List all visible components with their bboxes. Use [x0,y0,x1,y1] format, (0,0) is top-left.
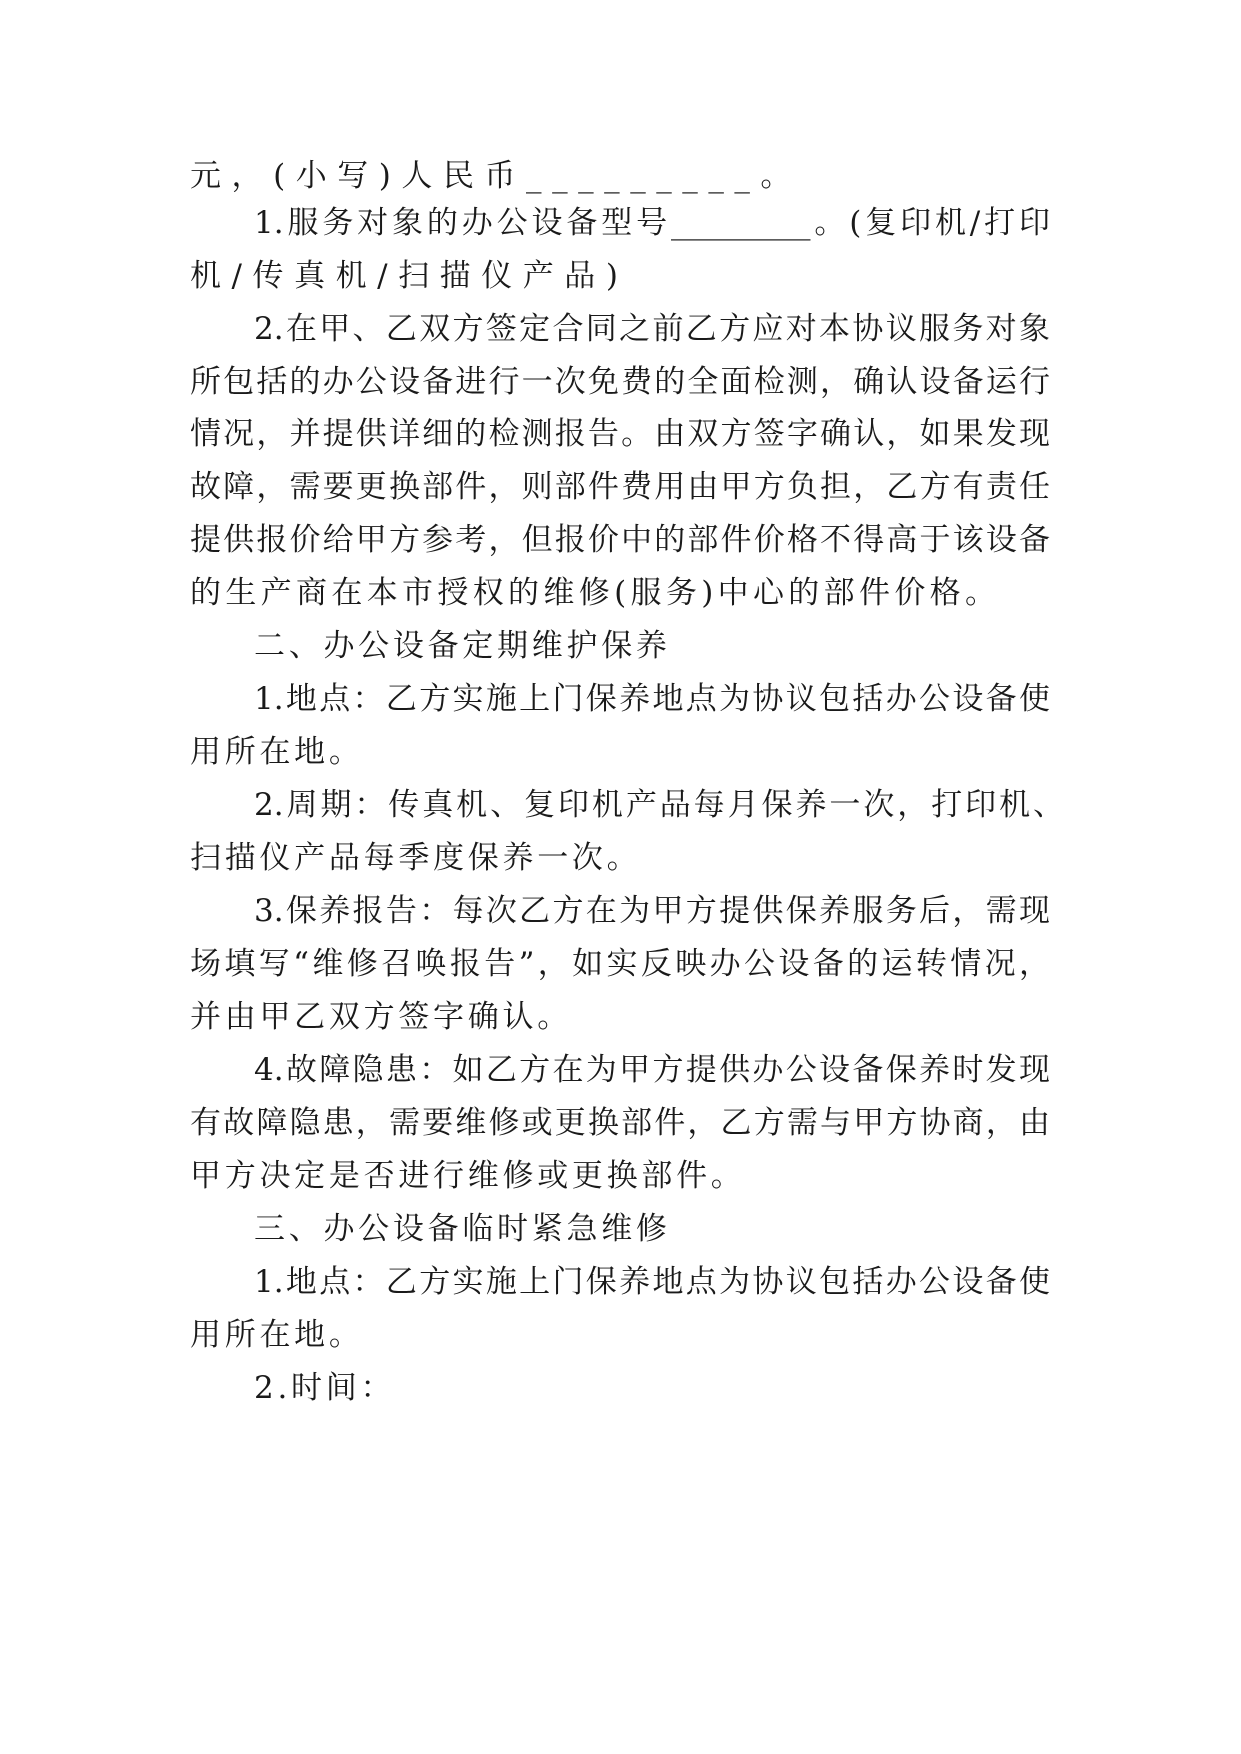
section-heading: 二、办公设备定期维护保养 [254,628,671,664]
text-line: 并由甲乙双方签字确认。 [190,999,572,1035]
text-line: 2.周期：传真机、复印机产品每月保养一次，打印机、 [254,787,1064,823]
text-line: 所包括的办公设备进行一次免费的全面检测，确认设备运行 [190,364,1050,400]
text-line: 用所在地。 [190,734,364,770]
text-line: 2.在甲、乙双方签定合同之前乙方应对本协议服务对象 [254,311,1050,347]
text-line: 3.保养报告：每次乙方在为甲方提供保养服务后，需现 [254,893,1050,929]
section-heading: 三、办公设备临时紧急维修 [254,1211,671,1247]
text-line: 1.服务对象的办公设备型号_________。(复印机/打印 [254,205,1050,241]
text-line: 1.地点：乙方实施上门保养地点为协议包括办公设备使 [254,1264,1050,1300]
text-line: 故障，需要更换部件，则部件费用由甲方负担，乙方有责任 [190,469,1050,505]
text-line: 提供报价给甲方参考，但报价中的部件价格不得高于该设备 [190,522,1050,558]
text-line: 的生产商在本市授权的维修(服务)中心的部件价格。 [190,575,1001,611]
text-line: 有故障隐患，需要维修或更换部件，乙方需与甲方协商，由 [190,1105,1050,1141]
text-line: 元，(小写)人民币_________。 [190,158,802,194]
text-line: 1.地点：乙方实施上门保养地点为协议包括办公设备使 [254,681,1050,717]
text-line: 4.故障隐患：如乙方在为甲方提供办公设备保养时发现 [254,1052,1050,1088]
text-line: 场填写“维修召唤报告”，如实反映办公设备的运转情况， [190,946,1050,982]
text-line: 用所在地。 [190,1317,364,1353]
text-line: 机/传真机/扫描仪产品) [190,258,629,294]
text-line: 扫描仪产品每季度保养一次。 [190,840,642,876]
text-line: 情况，并提供详细的检测报告。由双方签字确认，如果发现 [190,416,1050,452]
text-line: 甲方决定是否进行维修或更换部件。 [190,1158,746,1194]
text-line: 2.时间： [254,1370,396,1406]
